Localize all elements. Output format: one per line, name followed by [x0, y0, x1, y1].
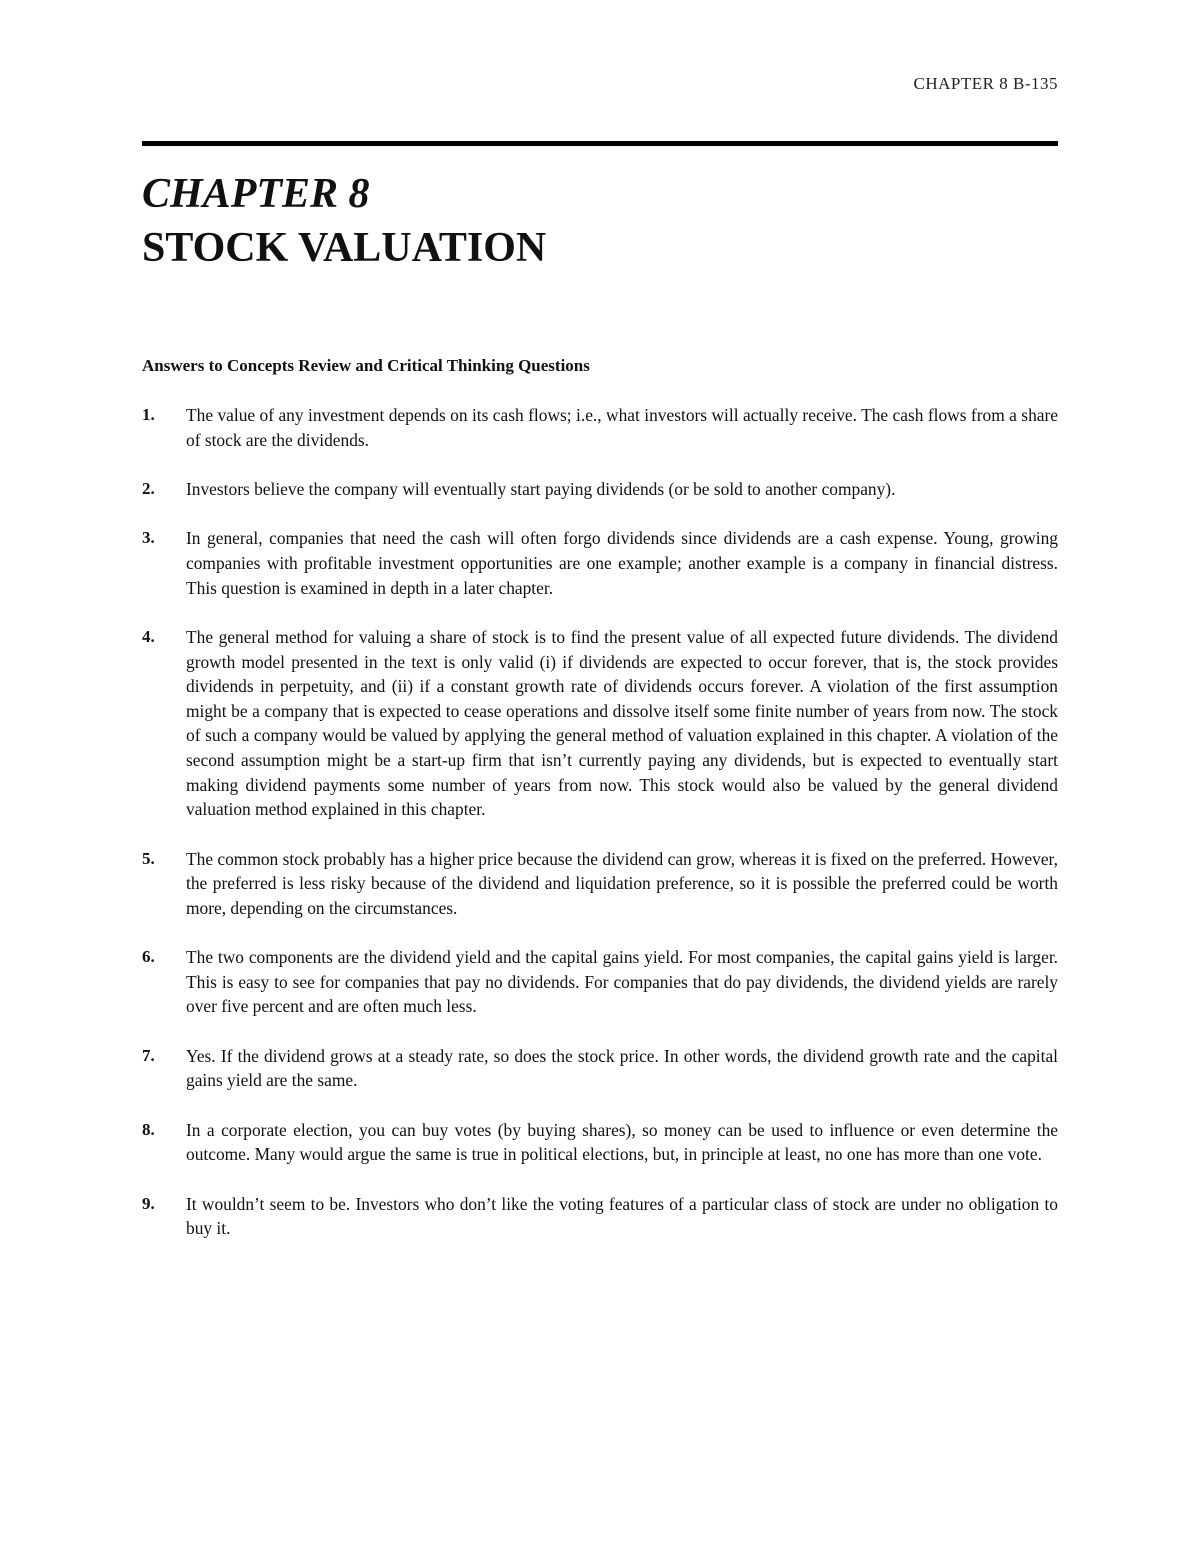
answer-number: 2. — [142, 478, 155, 498]
answer-item — [142, 1118, 1058, 1167]
answer-number: 4. — [142, 626, 155, 646]
answer-item — [142, 625, 1058, 822]
answer-number: 8. — [142, 1119, 155, 1139]
answer-number: 3. — [142, 528, 155, 548]
answer-item — [142, 945, 1058, 1019]
answer-text: The two components are the dividend yield and the capital gains yield. For most companies, the capital gains yield is larger. This is easy to see for companies that pay no dividends. For companies that do pay dividends, the dividend yields are rarely over five percent and are often much less. — [186, 947, 1058, 1017]
answer-text: It wouldn’t seem to be. Investors who don’t like the voting features of a particular class of stock are under no obligation to buy it. — [186, 1193, 1058, 1239]
answer-item — [142, 477, 1058, 502]
answer-number: 1. — [142, 405, 155, 424]
answer-text: In a corporate election, you can buy votes (by buying shares), so money can be used to influence or even determine the outcome. Many would argue the same is true in political elections, but, in principle at least, no one has more than one vote. — [186, 1119, 1058, 1165]
chapter-title: STOCK VALUATION — [142, 225, 547, 271]
running-head: CHAPTER 8 B-135 — [913, 74, 1058, 93]
answer-number: 9. — [142, 1193, 155, 1213]
answer-item — [142, 526, 1058, 600]
answer-number: 7. — [142, 1045, 155, 1065]
chapter-number-title: CHAPTER 8 — [142, 171, 370, 217]
answer-item — [142, 847, 1058, 921]
header-rule — [142, 141, 1058, 146]
answer-text: The common stock probably has a higher price because the dividend can grow, whereas it is fixed on the preferred. However, the preferred is less risky because of the dividend and liquidation preference, so it is possible the preferred could be worth more, depending on the circumstances. — [186, 848, 1058, 918]
answer-text: The value of any investment depends on its cash flows; i.e., what investors will actually receive. The cash flows from a share of stock are the dividends. — [186, 405, 1058, 450]
answer-text: Yes. If the dividend grows at a steady rate, so does the stock price. In other words, the dividend growth rate and the capital gains yield are the same. — [186, 1045, 1058, 1091]
answer-number: 6. — [142, 947, 155, 967]
answer-text: Investors believe the company will eventually start paying dividends (or be sold to another company). — [186, 478, 896, 499]
answer-number: 5. — [142, 848, 155, 868]
answer-item — [142, 1044, 1058, 1093]
answers-list — [142, 403, 1058, 1266]
answer-item — [142, 403, 1058, 452]
answer-item — [142, 1192, 1058, 1241]
section-heading: Answers to Concepts Review and Critical Thinking Questions — [142, 356, 590, 375]
answer-text: The general method for valuing a share of stock is to find the present value of all expected future dividends. The dividend growth model presented in the text is only valid (i) if dividends are expected to occur forever, that is, the stock provides dividends in perpetuity, and (ii) if a constant growth rate of dividends occurs forever. A violation of the first assumption might be a company that is expected to cease operations and dissolve itself some finite number of years from now. The stock of such a company would be valued by applying the general method of valuation explained in this chapter. A violation of the second assumption might be a start-up firm that isn’t currently paying any dividends, but is expected to eventually start making dividend payments some number of years from now. This stock would also be valued by the general dividend valuation method explained in this chapter. — [186, 626, 1058, 820]
answer-text: In general, companies that need the cash will often forgo dividends since dividends are a cash expense. Young, growing companies with profitable investment opportunities are one example; another example is a company in financial distress. This question is examined in depth in a later chapter. — [186, 528, 1058, 598]
